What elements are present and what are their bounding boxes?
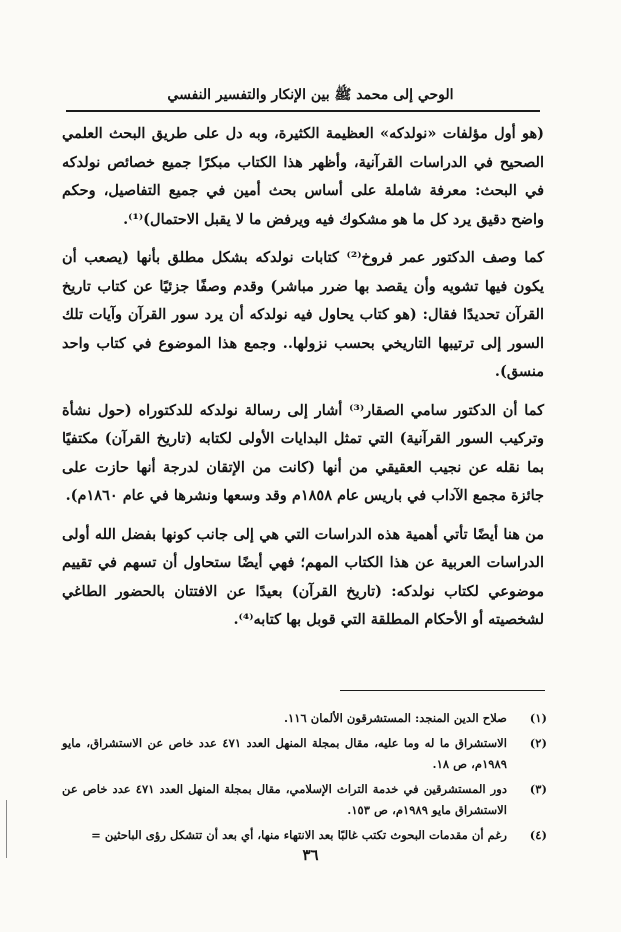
footnote-number: (٤) [529,828,547,842]
footnote-2 [62,733,547,775]
running-header: الوحي إلى محمد ﷺ بين الإنكار والتفسير النفسي [167,87,454,103]
footnote-1 [62,708,547,729]
footnote-number: (١) [529,711,547,725]
page-number: ٣٦ [302,846,319,864]
footnote-text: الاستشراق ما له وما عليه، مقال بمجلة المنهل العدد ٤٧١ عدد خاص عن الاستشراق، مايو ١٩٨٩م، ص ١٨. [62,736,507,771]
footnote-number: (٣) [529,782,547,796]
footnote-text: صلاح الدين المنجد: المستشرقون الألمان ١١٦. [283,711,507,725]
footnote-text: رغم أن مقدمات البحوث تكتب غالبًا بعد الانتهاء منها، أي بعد أن تتشكل رؤى الباحثين = [91,828,507,842]
footnote-number: (٢) [529,736,547,750]
paragraph-2: كما وصف الدكتور عمر فروخ⁽²⁾ كتابات نولدكه بشكل مطلق بأنها (يصعب أن يكون فيها تشويه وأن يقصد بها ضرر مباشر) وقدم وصفًا جزئيًا عن كتاب تاريخ القرآن تحديدًا فقال: (هو كتاب يحاول فيه نولدكه أن يرد سور القرآن وآيات تلك السور إلى ترتيبها التاريخي بحسب نزولها.. وجمع هذا الموضوع في كتاب واحد منسق). [62,249,544,380]
paragraph-4: من هنا أيضًا تأتي أهمية هذه الدراسات التي هي إلى جانب كونها بفضل الله أولى الدراسات العربية عن هذا الكتاب المهم؛ فهي أيضًا ستحاول أن تسهم في تقييم موضوعي لكتاب نولدكه: (تاريخ القرآن) بعيدًا عن الافتتان بالحضور الطاغي لشخصيته أو الأحكام المطلقة التي قوبل بها كتابه⁽⁴⁾. [62,525,544,628]
paragraph-3: كما أن الدكتور سامي الصقار⁽³⁾ أشار إلى رسالة نولدكه للدكتوراه (حول نشأة وتركيب السور القرآنية) التي تمثل البدايات الأولى لكتابه (تاريخ القرآن) مكتفيًا بما نقله عن نجيب العقيقي من أنها (كانت من الإتقان لدرجة أنها حازت على جائزة مجمع الآداب في باريس عام ١٨٥٨م وقد وسعها ونشرها في عام ١٨٦٠م). [62,401,545,504]
main-text [62,120,544,645]
footnote-text: دور المستشرقين في خدمة التراث الإسلامي، مقال بمجلة المنهل العدد ٤٧١ عدد خاص عن الاستشراق مايو ١٩٨٩م، ص ١٥٣. [62,782,507,817]
footnote-4 [62,825,547,846]
footnote-3 [62,779,547,821]
footnotes [62,708,547,850]
header-divider [66,110,540,112]
paragraph-1: (هو أول مؤلفات «نولدكه» العظيمة الكثيرة، وبه دل على طريق البحث العلمي الصحيح في الدراسات القرآنية، وأظهر هذا الكتاب مبكرًا جميع خصائص نولدكه في البحث: معرفة شاملة على أساس بحث أمين في جميع التفاصيل، وحكم واضح دقيق يرد كل ما هو مشكوك فيه ويرفض ما لا يقبل الاحتمال)⁽¹⁾. [62,125,544,228]
page-edge-mark [6,800,9,858]
footnote-divider [340,690,545,691]
